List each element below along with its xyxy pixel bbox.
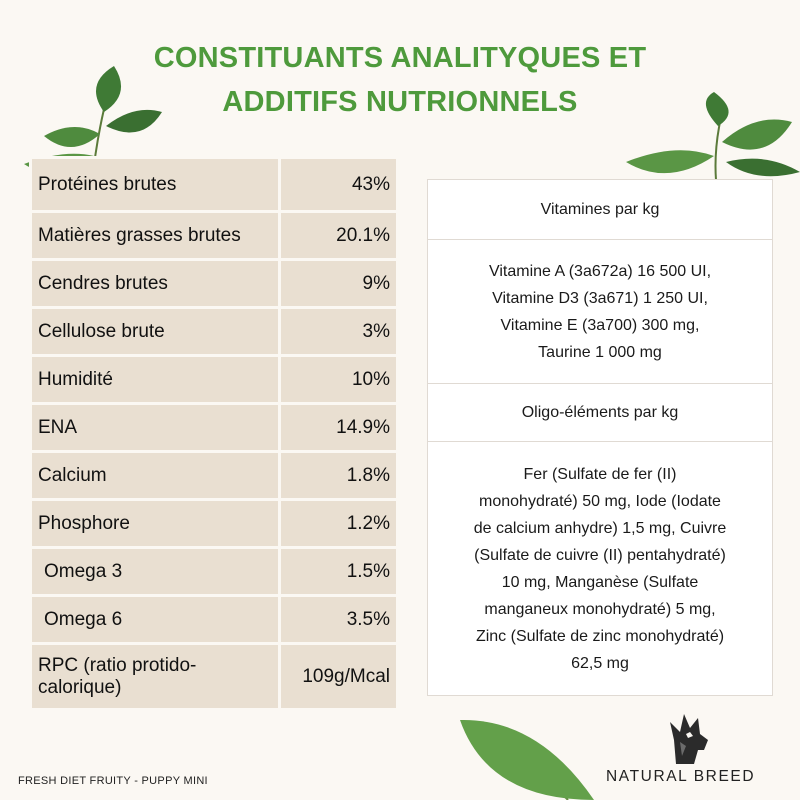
row-label: Omega 6 <box>31 596 280 644</box>
table-row <box>31 500 398 548</box>
row-value: 14.9% <box>280 404 398 452</box>
vitamin-line: Vitamine E (3a700) 300 mg, <box>500 316 700 334</box>
row-label: ENA <box>31 404 280 452</box>
row-label: Calcium <box>31 452 280 500</box>
row-value: 1.5% <box>280 548 398 596</box>
trace-element-line: Zinc (Sulfate de zinc monohydraté) <box>475 627 725 645</box>
row-value: 3% <box>280 308 398 356</box>
table-row <box>31 158 398 212</box>
row-label: Cellulose brute <box>31 308 280 356</box>
row-value: 9% <box>280 260 398 308</box>
brand-name: NATURAL BREED <box>606 768 756 785</box>
trace-element-line: 62,5 mg <box>571 654 629 672</box>
vitamins-body <box>428 240 772 384</box>
trace-element-line: de calcium anhydre) 1,5 mg, Cuivre <box>473 519 727 537</box>
row-value: 43% <box>280 158 398 212</box>
trace-element-line: manganeux monohydraté) 5 mg, <box>484 600 716 618</box>
vitamin-line: Taurine 1 000 mg <box>538 343 662 361</box>
title-line-1: CONSTITUANTS ANALITYQUES ET <box>153 42 647 74</box>
row-value: 3.5% <box>280 596 398 644</box>
table-row <box>31 308 398 356</box>
table-row <box>31 548 398 596</box>
trace-elements-body <box>428 442 772 695</box>
product-name: FRESH DIET FRUITY - PUPPY MINI <box>18 775 208 787</box>
row-label: Omega 3 <box>31 548 280 596</box>
row-label: Cendres brutes <box>31 260 280 308</box>
trace-element-line: monohydraté) 50 mg, Iode (Iodate <box>479 492 721 510</box>
row-value: 109g/Mcal <box>280 644 398 710</box>
row-label: Protéines brutes <box>31 158 280 212</box>
row-value: 10% <box>280 356 398 404</box>
table-row <box>31 260 398 308</box>
table-row <box>31 644 398 710</box>
trace-element-line: (Sulfate de cuivre (II) pentahydraté) <box>474 546 726 564</box>
vitamin-line: Vitamine A (3a672a) 16 500 UI, <box>488 262 712 280</box>
trace-element-line: 10 mg, Manganèse (Sulfate <box>501 573 699 591</box>
page-title <box>0 36 800 124</box>
table-row <box>31 404 398 452</box>
table-row <box>31 212 398 260</box>
row-label: Matières grasses brutes <box>31 212 280 260</box>
vitamin-line: Vitamine D3 (3a671) 1 250 UI, <box>492 289 708 307</box>
title-line-2: ADDITIFS NUTRIONNELS <box>222 86 578 118</box>
row-label: Phosphore <box>31 500 280 548</box>
table-row <box>31 356 398 404</box>
row-label: Humidité <box>31 356 280 404</box>
table-row <box>31 596 398 644</box>
trace-elements-header: Oligo-éléments par kg <box>428 384 772 442</box>
trace-element-line: Fer (Sulfate de fer (II) <box>523 465 677 483</box>
wolf-logo-icon <box>660 710 716 766</box>
nutritional-additives-table <box>427 179 773 696</box>
analytical-constituents-table <box>29 156 399 711</box>
row-value: 1.8% <box>280 452 398 500</box>
row-value: 20.1% <box>280 212 398 260</box>
leaf-icon-bottom <box>448 718 598 800</box>
row-label: RPC (ratio protido-calorique) <box>31 644 280 710</box>
row-value: 1.2% <box>280 500 398 548</box>
table-row <box>31 452 398 500</box>
vitamins-header: Vitamines par kg <box>428 180 772 240</box>
